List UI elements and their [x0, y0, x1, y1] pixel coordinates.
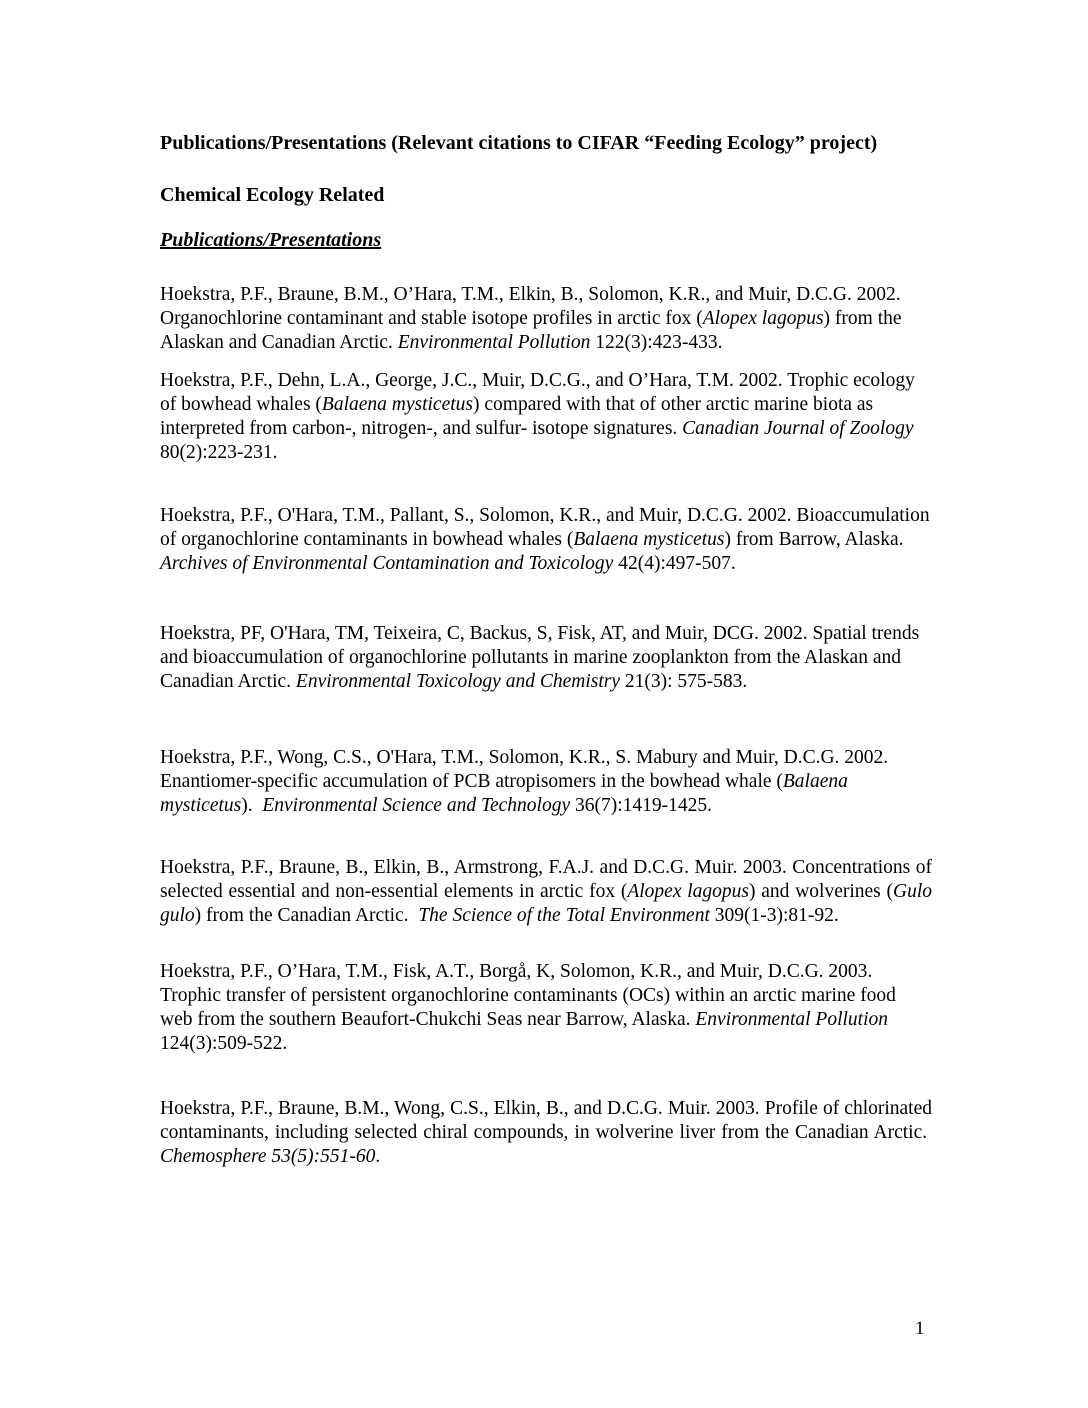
citation-text-segment: 36(7):1419-1425.	[570, 795, 713, 816]
citation-italic-segment: Gulo gulo	[160, 881, 933, 926]
citation	[160, 622, 932, 694]
citation-text-segment: 21(3): 575-583.	[620, 671, 748, 692]
citation-text-segment: 42(4):497-507.	[613, 553, 736, 574]
citation	[160, 960, 932, 1056]
citation-text-segment: ) from the Canadian Arctic.	[194, 905, 419, 926]
document-page	[160, 131, 932, 1169]
citation-text-segment: ) from the Alaskan and Canadian Arctic.	[160, 308, 902, 353]
citation	[160, 1097, 932, 1169]
citation-text-segment: 124(3):509-522.	[160, 1033, 288, 1054]
section-heading: Chemical Ecology Related	[160, 184, 385, 206]
citation-italic-segment: Chemosphere 53(5):551-60	[160, 1146, 376, 1167]
citation-italic-segment: Balaena mysticetus	[573, 529, 725, 550]
citation-text-segment: Hoekstra, P.F., Braune, B.M., Wong, C.S., Elkin, B., and D.C.G. Muir. 2003. Profile of chlorinated contaminants, including selected chiral compounds, in wolverine liver from the Canadian Arctic.	[160, 1098, 932, 1143]
citation-text-segment: Hoekstra, P.F., Dehn, L.A., George, J.C., Muir, D.C.G., and O’Hara, T.M. 2002. Trophic ecology of bowhead whales (	[160, 370, 915, 415]
citation-text-segment: Hoekstra, P.F., O’Hara, T.M., Fisk, A.T., Borgå, K, Solomon, K.R., and Muir, D.C.G. 2003. Trophic transfer of persistent organochlorine contaminants (OCs) within an arctic marine food web from the southern Beaufort-Chukchi Seas near Barrow, Alaska.	[160, 961, 896, 1030]
citation-text-segment: ) compared with that of other arctic marine biota as interpreted from carbon-, nitrogen-, and sulfur- isotope signatures.	[160, 394, 874, 439]
citation-text-segment: ) from Barrow, Alaska.	[724, 529, 904, 550]
citation-italic-segment: Balaena mysticetus	[321, 394, 473, 415]
citation	[160, 283, 932, 355]
citation-text-segment: .	[375, 1146, 381, 1167]
citation-italic-segment: Balaena mysticetus	[160, 771, 848, 816]
citation-text-segment: 122(3):423-433.	[590, 332, 723, 353]
citation-italic-segment: The Science of the Total Environment	[418, 905, 710, 926]
citation-italic-segment: Canadian Journal of Zoology	[682, 418, 914, 439]
page-number: 1	[915, 1318, 925, 1339]
citation-text-segment: Hoekstra, P.F., Wong, C.S., O'Hara, T.M., Solomon, K.R., S. Mabury and Muir, D.C.G. 2002. Enantiomer-specific accumulation of PCB atropisomers in the bowhead whale (	[160, 747, 889, 792]
subsection-heading: Publications/Presentations	[160, 229, 382, 251]
citation-italic-segment: Environmental Toxicology and Chemistry	[295, 671, 620, 692]
citation-text-segment: 80(2):223-231.	[160, 442, 278, 463]
citation-italic-segment: Alopex lagopus	[702, 308, 824, 329]
citation	[160, 369, 932, 465]
citation	[160, 856, 932, 928]
citation-text-segment: ) and wolverines (	[749, 881, 894, 902]
citation-text-segment: Hoekstra, P.F., Braune, B.M., O’Hara, T.M., Elkin, B., Solomon, K.R., and Muir, D.C.G. 2002. Organochlorine contaminant and stable isotope profiles in arctic fox (	[160, 284, 901, 329]
citation-text-segment: Hoekstra, P.F., O'Hara, T.M., Pallant, S., Solomon, K.R., and Muir, D.C.G. 2002. Bioaccumulation of organochlorine contaminants in bowhead whales (	[160, 505, 930, 550]
citation-text-segment: Hoekstra, P.F., Braune, B., Elkin, B., Armstrong, F.A.J. and D.C.G. Muir. 2003. Concentrations of selected essential and non-essential elements in arctic fox (	[160, 857, 932, 902]
citation-italic-segment: Environmental Pollution	[397, 332, 591, 353]
document-title: Publications/Presentations (Relevant citations to CIFAR “Feeding Ecology” project)	[160, 132, 878, 154]
citation	[160, 504, 932, 576]
citation-italic-segment: Alopex lagopus	[627, 881, 750, 902]
citation-text-segment: ).	[241, 795, 263, 816]
citation-italic-segment: Environmental Pollution	[695, 1009, 889, 1030]
citation-italic-segment: Environmental Science and Technology	[262, 795, 571, 816]
citation-text-segment: Hoekstra, PF, O'Hara, TM, Teixeira, C, Backus, S, Fisk, AT, and Muir, DCG. 2002. Spatial trends and bioaccumulation of organochlorine pollutants in marine zooplankton from the Alaskan and Canadian Arctic.	[160, 623, 920, 692]
citation-list	[160, 283, 932, 1169]
citation-text-segment: 309(1-3):81-92.	[709, 905, 839, 926]
citation-italic-segment: Archives of Environmental Contamination and Toxicology	[160, 553, 614, 574]
citation	[160, 746, 932, 818]
